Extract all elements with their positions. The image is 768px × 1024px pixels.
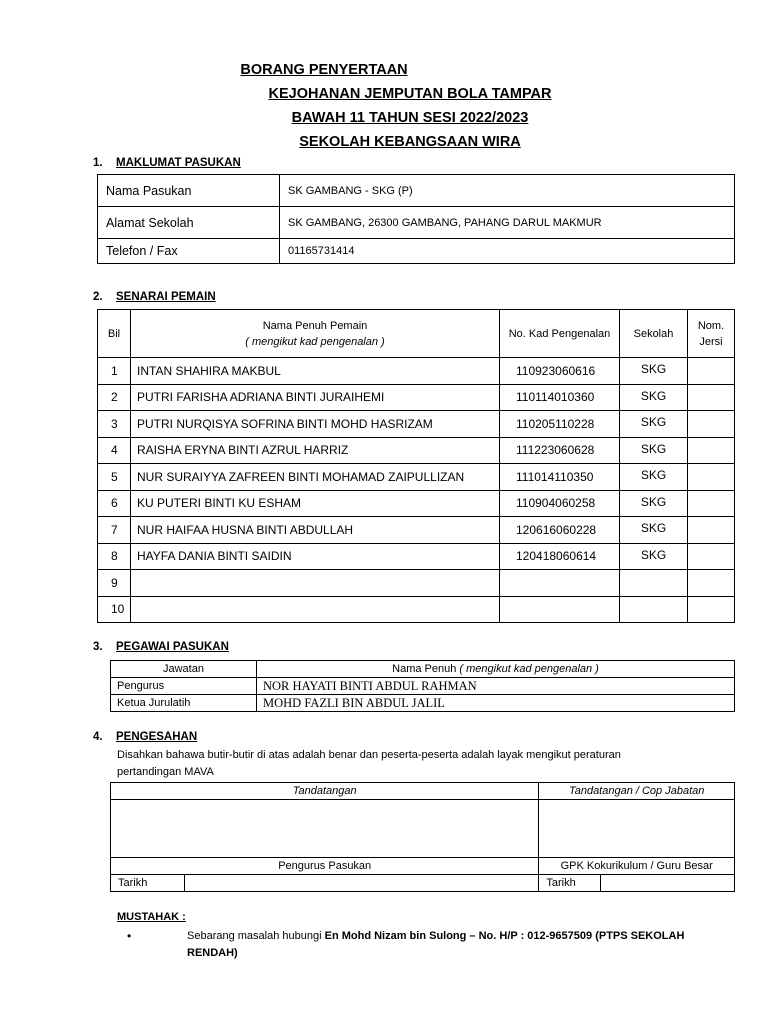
player-jersey[interactable] [688,517,735,544]
jersey-header [688,310,735,358]
player-school[interactable]: SKG [620,384,688,411]
official-name-header-label: Nama Penuh [392,663,457,675]
manager-signature-box[interactable] [111,800,539,858]
player-name[interactable]: PUTRI FARISHA ADRIANA BINTI JURAIHEMI [131,384,500,411]
section-4-heading [93,731,197,743]
player-school[interactable] [620,570,688,597]
player-ic[interactable]: 110923060616 [500,358,620,385]
table-row [111,800,735,858]
event-title: KEJOHANAN JEMPUTAN BOLA TAMPAR [268,86,552,102]
section-number: 1. [93,157,103,169]
section-title: PEGAWAI PASUKAN [116,641,229,653]
table-row [98,490,735,517]
player-name[interactable]: RAISHA ERYNA BINTI AZRUL HARRIZ [131,437,500,464]
jersey-header-line2: Jersi [699,335,723,348]
player-jersey[interactable] [688,596,735,623]
team-name-label: Nama Pasukan [98,175,280,207]
section-number: 4. [93,731,103,743]
table-row [111,695,735,712]
table-header-row [111,661,735,678]
name-header-label: Nama Penuh Pemain [262,319,368,332]
player-ic[interactable] [500,596,620,623]
player-bil: 9 [98,570,131,597]
principal-date-field[interactable] [601,875,735,892]
player-school[interactable]: SKG [620,358,688,385]
verification-table [110,782,735,892]
player-name[interactable]: NUR HAIFAA HUSNA BINTI ABDULLAH [131,517,500,544]
notes-title: MUSTAHAK : [117,911,186,923]
school-address-value[interactable]: SK GAMBANG, 26300 GAMBANG, PAHANG DARUL MAKMUR [280,207,735,239]
player-bil: 1 [98,358,131,385]
note-prefix: Sebarang masalah hubungi [187,930,325,942]
name-header [131,310,500,358]
jersey-header-line1: Nom. [697,319,725,332]
manager-date-field[interactable] [185,875,539,892]
table-row [98,543,735,570]
ic-header: No. Kad Pengenalan [500,310,620,358]
player-bil: 8 [98,543,131,570]
officials-table [110,660,735,712]
table-row [98,570,735,597]
section-title: MAKLUMAT PASUKAN [116,157,241,169]
player-school[interactable]: SKG [620,437,688,464]
player-school[interactable]: SKG [620,490,688,517]
player-name[interactable]: NUR SURAIYYA ZAFREEN BINTI MOHAMAD ZAIPULLIZAN [131,464,500,491]
player-ic[interactable] [500,570,620,597]
section-number: 2. [93,291,103,303]
table-row [98,437,735,464]
player-name[interactable]: KU PUTERI BINTI KU ESHAM [131,490,500,517]
player-bil: 3 [98,411,131,438]
table-row [111,678,735,695]
player-name[interactable]: PUTRI NURQISYA SOFRINA BINTI MOHD HASRIZAM [131,411,500,438]
player-jersey[interactable] [688,570,735,597]
section-title: PENGESAHAN [116,731,198,743]
table-row [98,175,735,207]
player-name[interactable] [131,596,500,623]
player-jersey[interactable] [688,543,735,570]
signature-header: Tandatangan [111,783,539,800]
host-school: SEKOLAH KEBANGSAAN WIRA [299,134,521,150]
table-row [98,411,735,438]
player-ic[interactable]: 120616060228 [500,517,620,544]
principal-signature-box[interactable] [539,800,735,858]
player-school[interactable]: SKG [620,517,688,544]
player-school[interactable] [620,596,688,623]
player-school[interactable]: SKG [620,411,688,438]
note-contact: En Mohd Nizam bin Sulong – No. H/P : 012-9657509 (PTPS SEKOLAH RENDAH) [187,930,685,959]
player-ic[interactable]: 111014110350 [500,464,620,491]
table-row [98,358,735,385]
table-row [98,517,735,544]
table-row [98,596,735,623]
player-jersey[interactable] [688,437,735,464]
player-ic[interactable]: 110904060258 [500,490,620,517]
player-jersey[interactable] [688,384,735,411]
form-title: BORANG PENYERTAAN [240,62,408,78]
official-name-header [257,661,735,678]
team-info-table [97,174,735,264]
official-name-header-note: ( mengikut kad pengenalan ) [459,663,599,675]
verification-text: Disahkan bahawa butir-butir di atas adalah benar dan peserta-peserta adalah layak mengikut peraturan pertandingan MAVA [117,749,621,778]
player-bil: 10 [98,596,131,623]
bullet-icon: • [127,929,132,943]
player-bil: 6 [98,490,131,517]
player-ic[interactable]: 110205110228 [500,411,620,438]
table-header-row [98,310,735,358]
official-role: Pengurus [111,678,257,695]
player-bil: 5 [98,464,131,491]
player-ic[interactable]: 110114010360 [500,384,620,411]
role-header: Jawatan [111,661,257,678]
bil-header: Bil [98,310,131,358]
team-name-value[interactable]: SK GAMBANG - SKG (P) [280,175,735,207]
player-jersey[interactable] [688,358,735,385]
name-header-note: ( mengikut kad pengenalan ) [245,335,385,348]
phone-value[interactable]: 01165731414 [280,239,735,264]
date-label: Tarikh [111,875,185,892]
player-name[interactable] [131,570,500,597]
official-name[interactable]: MOHD FAZLI BIN ABDUL JALIL [257,695,735,712]
table-row [111,875,735,892]
section-1-heading [93,157,241,169]
player-rows [98,358,735,623]
player-school[interactable]: SKG [620,464,688,491]
player-school[interactable]: SKG [620,543,688,570]
player-jersey[interactable] [688,464,735,491]
player-name[interactable]: INTAN SHAHIRA MAKBUL [131,358,500,385]
table-header-row [111,783,735,800]
player-list-table [97,309,735,623]
player-ic[interactable]: 120418060614 [500,543,620,570]
table-row [98,384,735,411]
date-label: Tarikh [539,875,601,892]
section-title: SENARAI PEMAIN [116,291,216,303]
table-row [98,239,735,264]
player-jersey[interactable] [688,411,735,438]
player-bil: 7 [98,517,131,544]
official-name[interactable]: NOR HAYATI BINTI ABDUL RAHMAN [257,678,735,695]
school-header: Sekolah [620,310,688,358]
table-row [111,858,735,875]
manager-footer: Pengurus Pasukan [111,858,539,875]
player-name[interactable]: HAYFA DANIA BINTI SAIDIN [131,543,500,570]
player-bil: 4 [98,437,131,464]
contact-note [187,928,707,962]
principal-footer: GPK Kokurikulum / Guru Besar [539,858,735,875]
event-category: BAWAH 11 TAHUN SESI 2022/2023 [291,110,529,126]
player-jersey[interactable] [688,490,735,517]
table-row [98,207,735,239]
official-role: Ketua Jurulatih [111,695,257,712]
player-ic[interactable]: 111223060628 [500,437,620,464]
section-2-heading [93,291,216,303]
section-3-heading [93,641,229,653]
school-address-label: Alamat Sekolah [98,207,280,239]
player-bil: 2 [98,384,131,411]
table-row [98,464,735,491]
phone-label: Telefon / Fax [98,239,280,264]
stamp-header: Tandatangan / Cop Jabatan [539,783,735,800]
section-number: 3. [93,641,103,653]
